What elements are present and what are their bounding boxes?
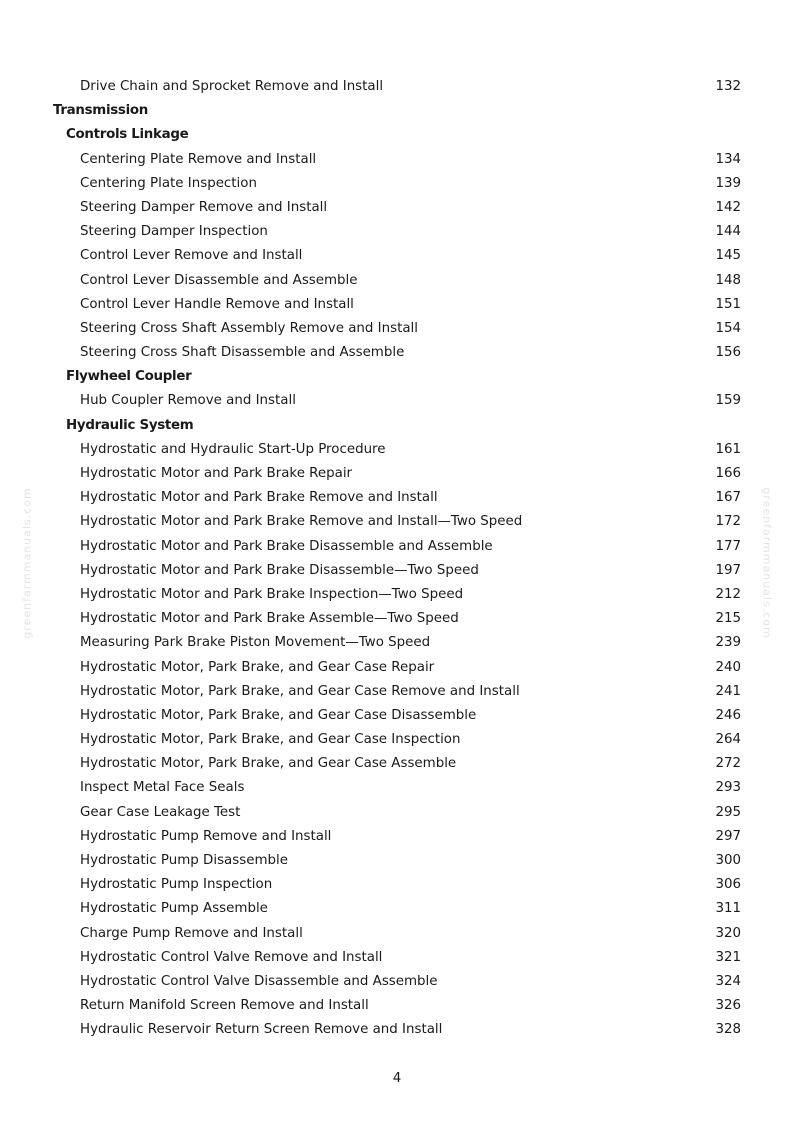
toc-entry-title: Steering Cross Shaft Disassemble and Assemble (80, 345, 405, 361)
toc-entry[interactable] (0, 994, 794, 1018)
toc-entry[interactable] (0, 946, 794, 970)
toc-entry-title: Hydrostatic Motor and Park Brake Disassemble and Assemble (80, 538, 493, 554)
toc-entry-page: 132 (715, 79, 741, 94)
toc-entry-title: Hydraulic System (66, 417, 194, 433)
toc-entry-page: 197 (715, 562, 741, 578)
toc-entry-title: Control Lever Disassemble and Assemble (80, 272, 358, 288)
toc-entry-page: 272 (715, 756, 741, 772)
toc-entry-title: Hydrostatic Pump Remove and Install (80, 828, 332, 844)
toc-entry-title: Hydrostatic Motor and Park Brake Inspection—Two Speed (80, 586, 464, 602)
toc-entry-title: Hydrostatic Control Valve Disassemble and Assemble (80, 973, 438, 989)
toc-entry-title: Hydrostatic Motor and Park Brake Repair (80, 466, 353, 481)
toc-entry-title: Gear Case Leakage Test (80, 804, 241, 820)
toc-entry-page: 320 (715, 925, 741, 941)
toc-entry-page: 328 (715, 1022, 741, 1038)
toc-entry[interactable] (0, 196, 794, 220)
toc-entry-title: Steering Damper Remove and Install (80, 199, 328, 215)
toc-entry-page: 142 (715, 199, 741, 215)
toc-entry-title: Control Lever Remove and Install (80, 248, 303, 264)
toc-entry[interactable] (0, 873, 794, 897)
toc-entry[interactable] (0, 801, 794, 825)
toc-entry-title: Hydrostatic Pump Assemble (80, 901, 268, 917)
toc-entry[interactable] (0, 220, 794, 244)
toc-entry-title: Hydrostatic Pump Disassemble (80, 853, 288, 868)
toc-entry-title: Hydrostatic Motor and Park Brake Assemble—Two Speed (80, 611, 459, 627)
toc-entry-title: Hydrostatic Pump Inspection (80, 877, 273, 893)
toc-entry-title: Hydrostatic Motor and Park Brake Remove and Install (80, 490, 438, 506)
toc-entry[interactable] (0, 728, 794, 752)
toc-entry[interactable] (0, 462, 794, 486)
toc-entry[interactable] (0, 269, 794, 293)
toc-entry[interactable] (0, 75, 794, 99)
toc-entry-page: 311 (715, 901, 741, 917)
toc-entry[interactable] (0, 631, 794, 655)
toc-entry[interactable] (0, 607, 794, 631)
toc-entry[interactable] (0, 438, 794, 462)
toc-entry[interactable] (0, 244, 794, 268)
watermark-left: greenfarmmanuals.com (20, 487, 34, 639)
toc-entry-title: Hydrostatic Motor, Park Brake, and Gear Case Disassemble (80, 707, 477, 723)
page-number: 4 (392, 1071, 402, 1086)
toc-entry[interactable] (0, 317, 794, 341)
toc-entry[interactable] (0, 341, 794, 365)
toc-entry-title: Hydrostatic Motor and Park Brake Remove and Install—Two Speed (80, 514, 523, 530)
toc-entry-page: 297 (715, 828, 741, 844)
toc-entry-page: 215 (715, 611, 741, 627)
toc-entry-page: 212 (715, 586, 741, 602)
toc-entry-title: Control Lever Handle Remove and Install (80, 296, 354, 312)
toc-entry-page: 156 (715, 345, 741, 361)
toc-entry-page: 161 (715, 441, 741, 457)
toc-entry-page: 295 (715, 804, 741, 820)
toc-entry-title: Hydraulic Reservoir Return Screen Remove and Install (80, 1022, 443, 1038)
toc-entry-title: Centering Plate Inspection (80, 175, 257, 191)
table-of-contents (0, 75, 794, 1043)
toc-entry-title: Hydrostatic Motor, Park Brake, and Gear Case Repair (80, 659, 435, 675)
toc-entry-page: 154 (715, 320, 741, 336)
toc-entry[interactable] (0, 704, 794, 728)
toc-entry-page: 177 (715, 538, 741, 554)
toc-entry-title: Centering Plate Remove and Install (80, 151, 317, 167)
toc-entry-page: 240 (715, 659, 741, 675)
toc-entry-page: 151 (715, 296, 741, 312)
toc-entry-title: Hydrostatic Motor, Park Brake, and Gear Case Inspection (80, 732, 461, 748)
toc-entry-title: Measuring Park Brake Piston Movement—Two Speed (80, 635, 431, 651)
toc-entry-title: Steering Damper Inspection (80, 224, 268, 240)
toc-entry[interactable] (0, 656, 794, 680)
toc-entry[interactable] (0, 825, 794, 849)
toc-entry[interactable] (0, 583, 794, 607)
watermark-right: greenfarmmanuals.com (760, 487, 774, 639)
toc-entry-page: 172 (715, 514, 741, 530)
toc-entry[interactable] (0, 776, 794, 800)
toc-entry-title: Hub Coupler Remove and Install (80, 393, 296, 409)
toc-entry-page: 321 (715, 949, 741, 965)
toc-entry-page: 167 (715, 490, 741, 506)
toc-entry-page: 139 (715, 175, 741, 191)
toc-entry-title: Transmission (53, 103, 149, 119)
toc-entry-title: Drive Chain and Sprocket Remove and Install (80, 79, 384, 94)
toc-entry-page: 145 (715, 248, 741, 264)
toc-entry-title: Steering Cross Shaft Assembly Remove and Install (80, 320, 418, 336)
toc-entry-page: 239 (715, 635, 741, 651)
toc-section-heading (0, 99, 794, 123)
toc-entry-page: 306 (715, 877, 741, 893)
toc-entry[interactable] (0, 970, 794, 994)
toc-entry[interactable] (0, 559, 794, 583)
toc-entry[interactable] (0, 293, 794, 317)
toc-entry-page: 159 (715, 393, 741, 409)
toc-entry-page: 326 (715, 998, 741, 1014)
toc-entry-page: 134 (715, 151, 741, 167)
toc-entry-title: Charge Pump Remove and Install (80, 925, 303, 941)
toc-entry[interactable] (0, 752, 794, 776)
toc-entry[interactable] (0, 510, 794, 534)
toc-entry-title: Hydrostatic and Hydraulic Start-Up Procedure (80, 441, 386, 457)
toc-entry-title: Hydrostatic Motor, Park Brake, and Gear Case Assemble (80, 756, 457, 772)
toc-entry-title: Inspect Metal Face Seals (80, 780, 245, 796)
toc-entry[interactable] (0, 535, 794, 559)
toc-entry-title: Hydrostatic Control Valve Remove and Install (80, 949, 383, 965)
toc-entry-page: 293 (715, 780, 741, 796)
toc-entry[interactable] (0, 922, 794, 946)
toc-entry-page: 246 (715, 707, 741, 723)
toc-entry-page: 166 (715, 466, 741, 481)
toc-entry[interactable] (0, 897, 794, 921)
toc-entry[interactable] (0, 148, 794, 172)
toc-entry-page: 300 (715, 853, 741, 868)
toc-section-heading (0, 123, 794, 147)
toc-entry-page: 264 (715, 732, 741, 748)
toc-entry-title: Hydrostatic Motor, Park Brake, and Gear Case Remove and Install (80, 683, 520, 699)
toc-entry[interactable] (0, 680, 794, 704)
toc-entry-title: Flywheel Coupler (66, 369, 192, 385)
toc-entry-title: Controls Linkage (66, 127, 189, 143)
toc-entry-page: 324 (715, 973, 741, 989)
toc-entry-page: 148 (715, 272, 741, 288)
toc-entry-page: 241 (715, 683, 741, 699)
toc-entry-page: 144 (715, 224, 741, 240)
toc-entry-title: Hydrostatic Motor and Park Brake Disassemble—Two Speed (80, 562, 479, 578)
toc-entry[interactable] (0, 849, 794, 873)
toc-entry-title: Return Manifold Screen Remove and Install (80, 998, 369, 1014)
toc-entry[interactable] (0, 486, 794, 510)
toc-entry[interactable] (0, 172, 794, 196)
toc-section-heading (0, 365, 794, 389)
toc-section-heading (0, 414, 794, 438)
toc-entry[interactable] (0, 1018, 794, 1042)
toc-entry[interactable] (0, 389, 794, 413)
